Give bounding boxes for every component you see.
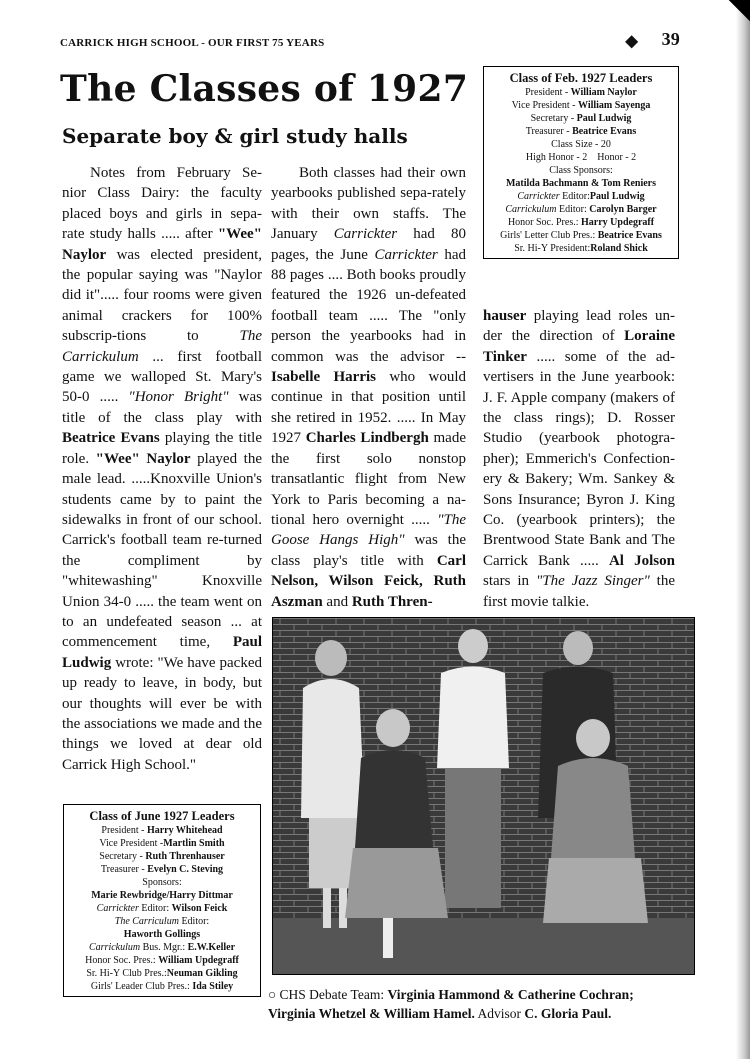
- article-title: The Classes of 1927: [60, 68, 469, 110]
- box-line: Haworth Gollings: [123, 929, 201, 940]
- june-1927-leaders-box: [63, 804, 261, 997]
- box-line: Matilda Bachmann & Tom Reniers: [505, 178, 656, 189]
- scan-edge: [736, 0, 750, 1059]
- name-wee-naylor: "Wee" Naylor: [62, 226, 262, 263]
- running-header: [60, 29, 680, 50]
- photo-illustration: [273, 618, 694, 974]
- box-line: The Carriculum Editor:: [114, 916, 210, 927]
- text-run: was elected president, the popular saying was "Naylor did it"..... four rooms were given animal crackers for 100% subscrip-tions to: [62, 246, 262, 345]
- box-line: Class Size - 20: [551, 139, 611, 150]
- title-goose-hangs-high: "The Goose Hangs High": [271, 511, 466, 549]
- box-line: Sponsors:: [142, 877, 182, 888]
- feb-1927-leaders-box: [483, 66, 679, 259]
- text-run: stars in: [483, 573, 536, 590]
- text-run: made the first solo nonstop transatlantic flight from New York to Paris becoming a na-tional hero overnight .....: [271, 430, 466, 528]
- diamond-bullet-icon: ◆: [625, 33, 638, 50]
- box-line: Class Sponsors:: [549, 165, 613, 176]
- box-heading: Class of Feb. 1927 Leaders: [509, 71, 653, 85]
- text-run: had 80 pages, the June: [271, 226, 466, 263]
- debate-team-photo: [272, 617, 695, 975]
- box-line: Secretary - Paul Ludwig: [530, 113, 632, 124]
- scan-corner: [720, 0, 750, 30]
- names-cast: Carl Nelson, Wilson Feick, Ruth Aszman: [271, 552, 466, 610]
- box-line: High Honor - 2 Honor - 2: [525, 152, 637, 163]
- name-loraine-tinker: Loraine Tinker: [483, 328, 675, 365]
- box-line: Honor Soc. Pres.: William Updegraff: [85, 955, 239, 966]
- title-jazz-singer: "The Jazz Singer": [535, 573, 650, 590]
- text-run: had 88 pages .... Both books proudly featured the 1926 un-defeated football team ..... The "only person the yearbooks had in common was the advisor --: [271, 246, 466, 365]
- text-run: and: [322, 593, 352, 610]
- name-charles-lindbergh: Charles Lindbergh: [305, 430, 429, 447]
- caption-names: Virginia Hammond & Catherine Cochran;: [387, 987, 634, 1002]
- name-hauser: hauser: [483, 308, 527, 324]
- text-run: wrote: "We have packed up ready to leave, in body, but our thoughts will ever be with the associations we made and the things we loved at dear old Carrick High School.": [62, 654, 262, 773]
- text-run: who would continue in that position until she retired in 1952. ..... In May 1927: [271, 369, 466, 447]
- box-line: Treasurer - Evelyn C. Steving: [100, 864, 224, 875]
- title-carrickter: Carrickter: [374, 246, 438, 263]
- title-honor-bright: "Honor Bright": [128, 389, 229, 406]
- box-line: Carrickulum Bus. Mgr.: E.W.Keller: [88, 942, 236, 953]
- caption-marker: ○: [268, 987, 277, 1002]
- name-paul-ludwig: Paul Ludwig: [62, 634, 262, 671]
- text-run: played the male lead. .....Knoxville Union's students came by to paint the sidewalks in front of our school. Carrick's football team re-turned the compliment by "whitewashing" Knoxville Union 34-0 ..... the team went on to an undefeated season ... at commencement time,: [62, 450, 262, 651]
- caption-text: Advisor: [474, 1006, 525, 1021]
- box-line: Secretary - Ruth Threnhauser: [99, 851, 225, 862]
- text-run: playing lead roles un-der the direction of: [483, 308, 675, 345]
- box-line: President - William Naylor: [525, 87, 637, 98]
- photo-caption: [268, 985, 678, 1023]
- box-line: Vice President -Martlin Smith: [99, 838, 225, 849]
- box-line: Sr. Hi-Y President:Roland Shick: [514, 243, 648, 254]
- name-ruth-thren: Ruth Thren-: [351, 593, 433, 610]
- caption-text: CHS Debate Team:: [276, 987, 388, 1002]
- article-column-2: [271, 163, 466, 612]
- box-heading: Class of June 1927 Leaders: [89, 809, 235, 823]
- box-line: Girls' Letter Club Pres.: Beatrice Evans: [500, 230, 662, 241]
- name-wee-naylor: "Wee" Naylor: [95, 450, 191, 467]
- text-run: playing the title role.: [62, 430, 262, 467]
- box-line: Honor Soc. Pres.: Harry Updegraff: [507, 217, 655, 228]
- box-line: Treasurer - Beatrice Evans: [525, 126, 637, 137]
- page-number: 39: [661, 29, 680, 49]
- article-subtitle: Separate boy & girl study halls: [62, 124, 408, 148]
- box-line: Carrickulum Editor: Carolyn Barger: [505, 204, 657, 215]
- box-line: Carrickter Editor:Paul Ludwig: [517, 191, 645, 202]
- text-run: the first movie talkie.: [483, 573, 676, 610]
- article-column-3: [483, 306, 675, 612]
- running-title: CARRICK HIGH SCHOOL - OUR FIRST 75 YEARS: [60, 37, 325, 49]
- box-line: Marie Rewbridge/Harry Dittmar: [91, 890, 233, 901]
- box-line: Vice President - William Sayenga: [511, 100, 651, 111]
- text-run: Notes from February Se-nior Class Dairy: the faculty placed boys and girls in sepa-rate study halls ..... after: [62, 165, 262, 243]
- text-run: ..... some of the ad-vertisers in the June yearbook: J. F. Apple company (makers of the class rings); D. Rosser Studio (yearbook photogra-pher); Emmerich's Confection-ery & Bakery; Wm. Sankey & Sons Insurance; Byron J. King Co. (yearbook printers); the Brentwood State Bank and The Carrick Bank .....: [483, 348, 675, 569]
- text-run: was the class play's title with: [271, 532, 467, 569]
- text-run: was title of the class play with: [62, 389, 262, 426]
- name-beatrice-evans: Beatrice Evans: [62, 430, 160, 447]
- box-line: Girls' Leader Club Pres.: Ida Stiley: [90, 981, 234, 992]
- caption-names: Virginia Whetzel & William Hamel.: [268, 1006, 475, 1021]
- title-carrickter: Carrickter: [333, 226, 398, 243]
- figure-standing-center: [437, 629, 509, 908]
- caption-advisor: C. Gloria Paul.: [524, 1006, 612, 1021]
- box-line: Sr. Hi-Y Club Pres.:Neuman Gikling: [86, 968, 238, 979]
- text-run: ... first football game we walloped St. Mary's 50-0 .....: [62, 348, 262, 406]
- text-run: Both classes had their own yearbooks published sepa-rately with their own staffs. The January: [271, 165, 466, 243]
- name-al-jolson: Al Jolson: [608, 552, 675, 569]
- title-carrickulum: The Carrickulum: [62, 328, 262, 365]
- article-column-1: [62, 163, 262, 775]
- box-line: President - Harry Whitehead: [101, 825, 223, 836]
- name-isabelle-harris: Isabelle Harris: [271, 369, 376, 386]
- box-line: Carrickter Editor: Wilson Feick: [96, 903, 228, 914]
